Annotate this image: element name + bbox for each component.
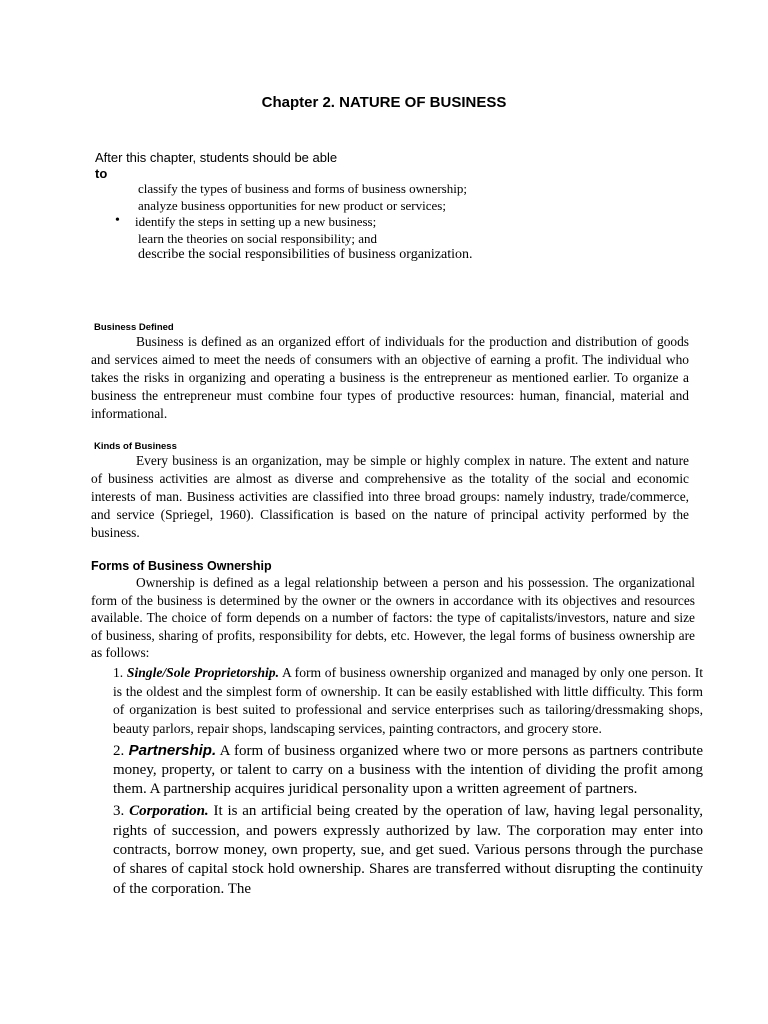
objective-item: learn the theories on social responsibility; and [138,230,377,246]
section-heading-kinds-of-business: Kinds of Business [94,441,177,452]
section-body-kinds-of-business [91,452,689,542]
list-item-text: A form of business organized where two or more persons as partners contribute money, property, or talent to carry on a business with the intention of dividing the profit among them. A partnership acquires juridical personality upon a written agreement of partners. [113,743,703,797]
list-item-number: 2. [113,743,125,760]
chapter-title: Chapter 2. NATURE OF BUSINESS [261,94,507,111]
paragraph: Business is defined as an organized effort of individuals for the production and distribution of goods and services aimed to meet the needs of consumers with an objective of earning a profit. The individual who takes the risks in organizing and operating a business is the entrepreneur as mentioned earlier. To organize a business the entrepreneur must combine four types of productive resources: human, financial, material and informational. [91,334,689,421]
list-item-name: Partnership. [128,742,217,760]
list-item [113,742,703,798]
intro-line-1: After this chapter, students should be able [95,150,338,165]
intro-text [95,150,337,182]
list-item-name: Corporation. [129,803,209,820]
section-body-business-defined [91,333,689,423]
paragraph: Ownership is defined as a legal relationship between a person and his possession. The organizational form of the business is determined by the owner or the owners in accordance with its objectives and resources available. The choice of form depends on a number of factors: the type of capitalists/investors, nature and size of business, sharing of profits, responsibility for debts, etc. However, the legal forms of business ownership are as follows: [91,575,695,661]
list-item-text: A form of business ownership organized and managed by only one person. It is the oldest and the simplest form of ownership. It can be easily established with little difficulty. This form of organization is best suited to professional and service enterprises such as tailoring/dressmaking shops, beauty parlors, repair shops, landscaping services, painting contractors, and grocery store. [113,665,703,736]
list-item [113,664,703,738]
objective-item: describe the social responsibilities of business organization. [138,247,473,262]
objective-item: classify the types of business and forms of business ownership; analyze business opportunities for new product or services; [138,181,467,213]
list-item-number: 3. [113,803,125,820]
list-item-text: It is an artificial being created by the operation of law, having legal personality, rights of succession, and powers expressly authorized by law. The corporation may enter into contracts, borrow money, own property, sue, and get sued. Various persons through the purchase of shares of capital stock hold ownership. Shares are transferred without disrupting the continuity of the corporation. The [113,803,704,897]
list-item-name: Single/Sole Proprietorship. [126,665,279,680]
objective-item: • identify the steps in setting up a new business; [135,214,498,231]
objectives-list [135,181,498,264]
list-item [113,802,703,899]
section-heading-forms-of-ownership: Forms of Business Ownership [91,559,272,573]
list-item-number: 1. [113,665,124,680]
section-body-forms-of-ownership [91,574,695,662]
section-heading-business-defined: Business Defined [94,322,174,333]
intro-line-2: to [95,166,108,181]
ownership-forms-list [113,664,703,900]
paragraph: Every business is an organization, may be simple or highly complex in nature. The extent and nature of business activities are almost as diverse and comprehensive as the totality of the social and economic interests of man. Business activities are classified into three broad groups: namely industry, trade/commerce, and service (Spriegel, 1960). Classification is based on the nature of principal activity performed by the business. [91,453,689,540]
